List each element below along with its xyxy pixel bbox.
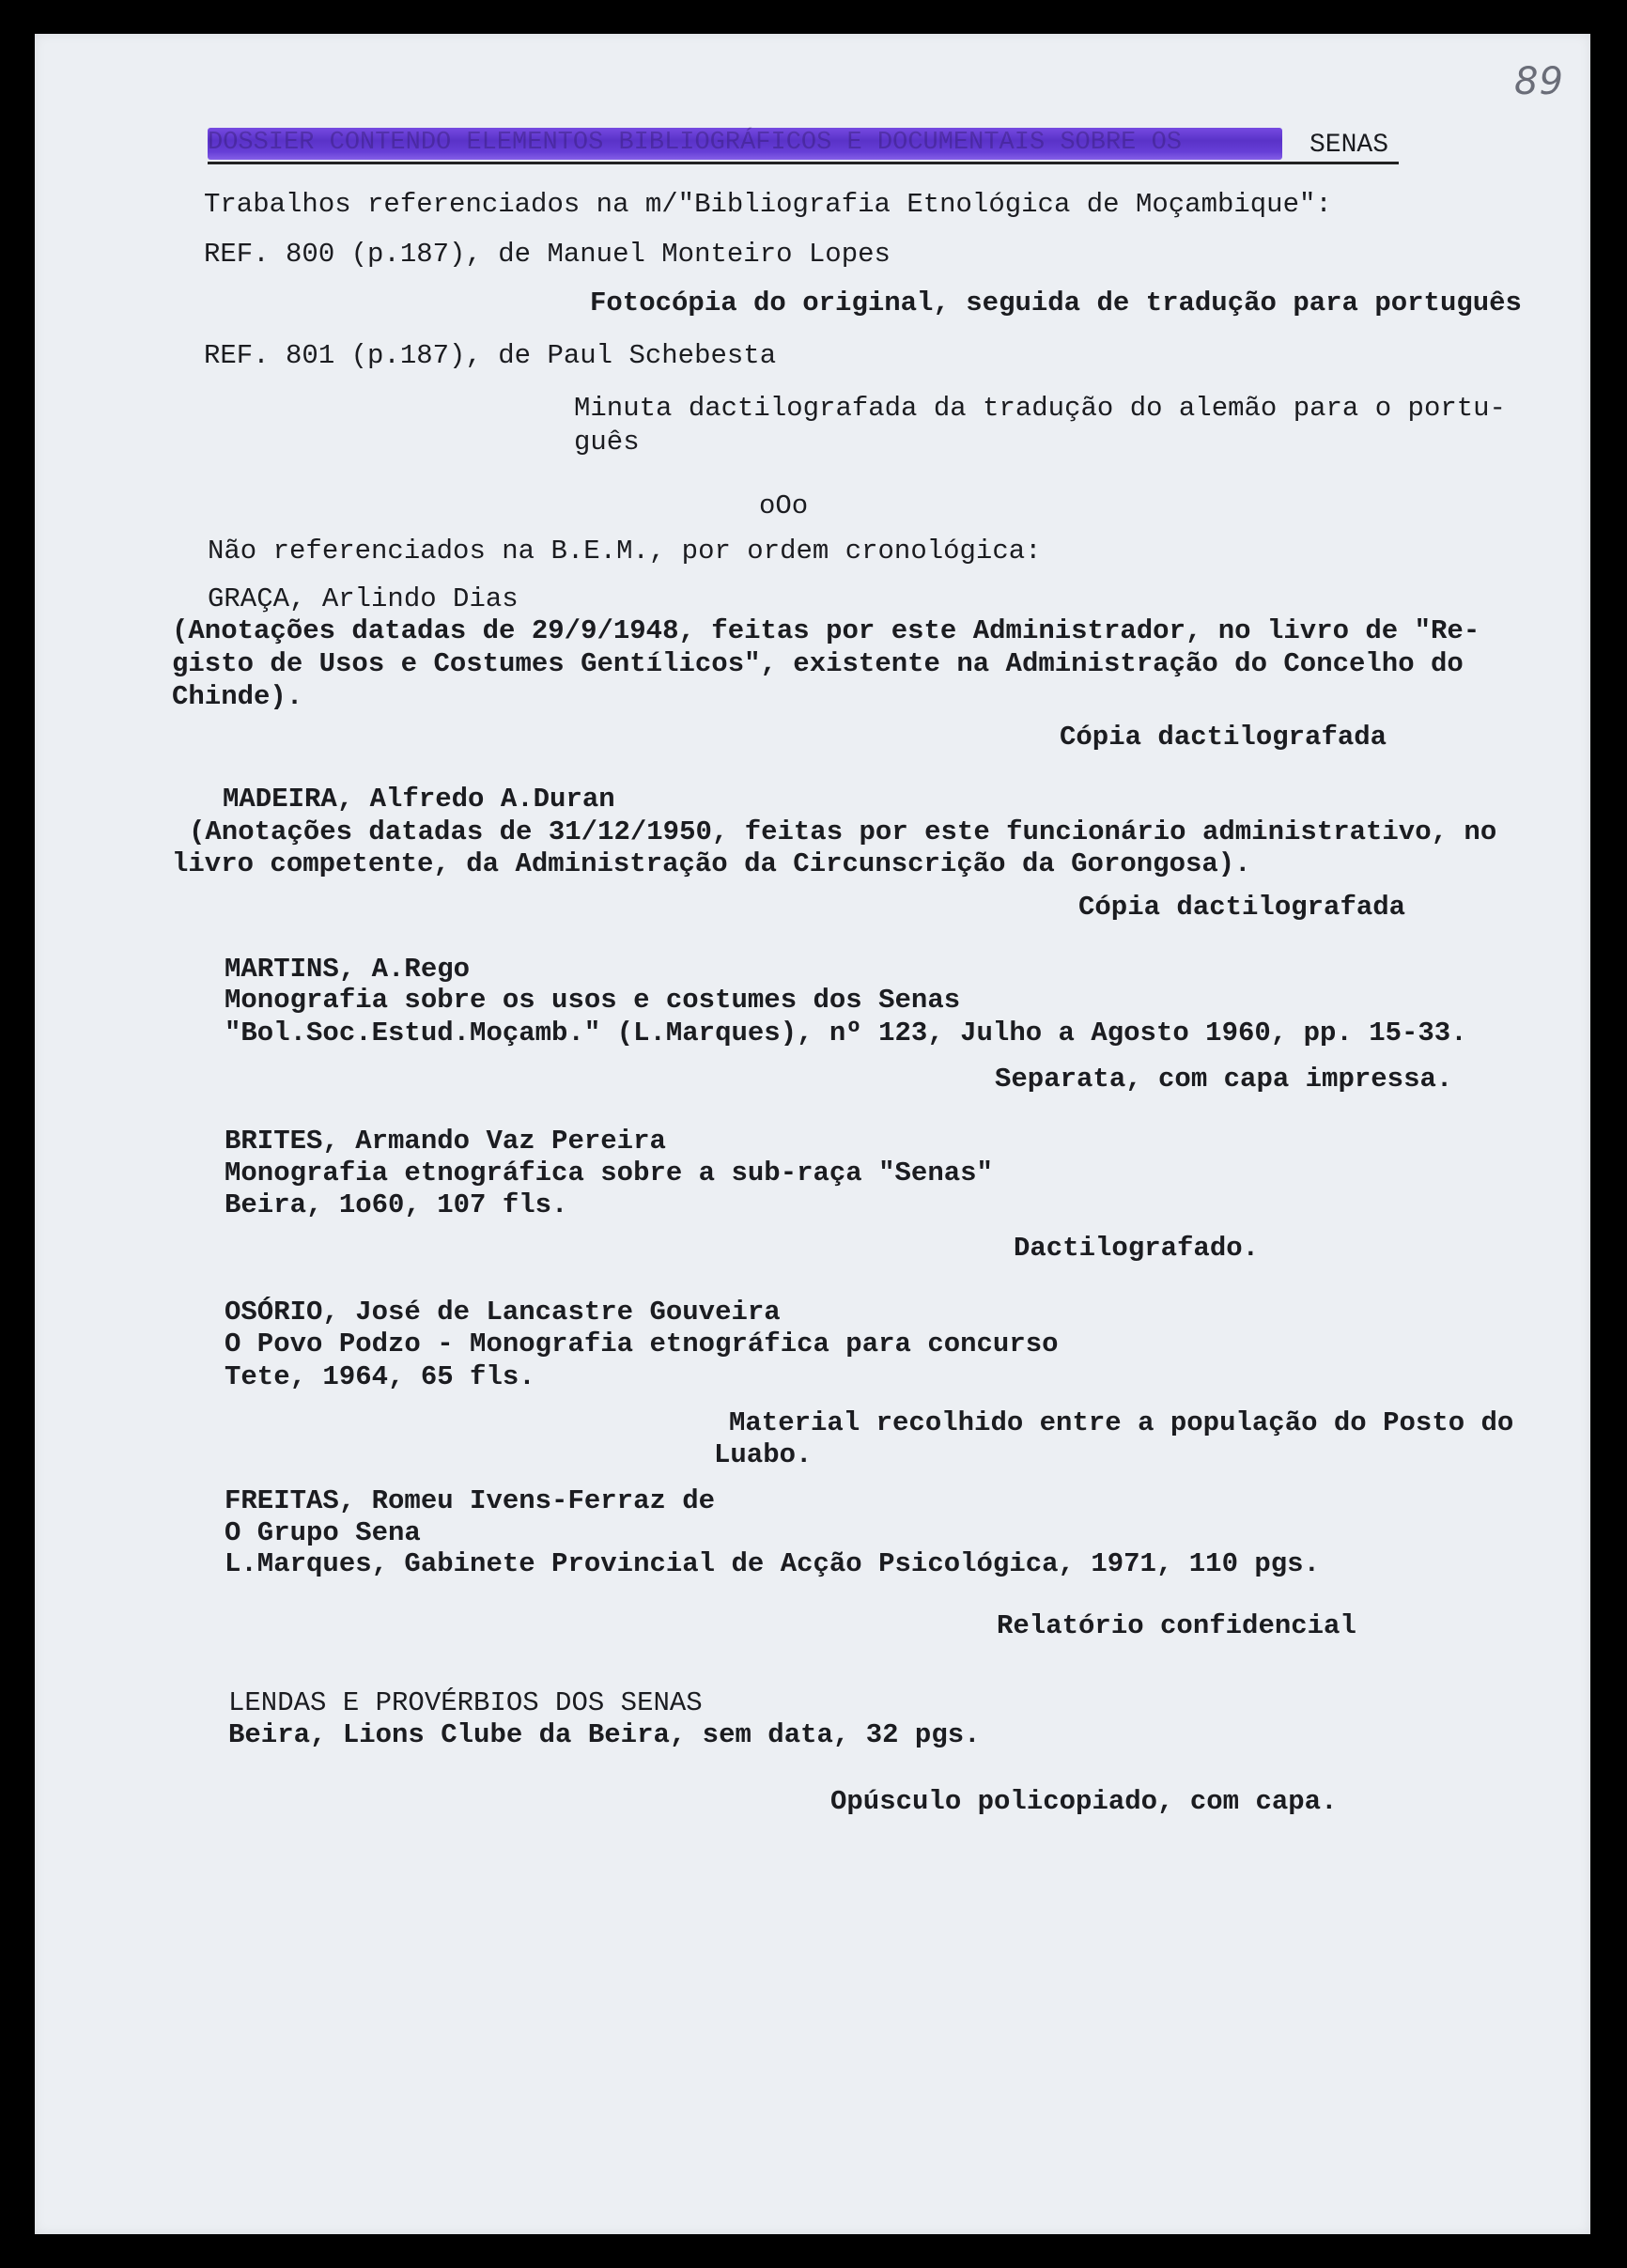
header-redacted-text: DOSSIER CONTENDO ELEMENTOS BIBLIOGRÁFICOS E DOCUMENTAIS SOBRE OS — [208, 129, 1182, 157]
entry-freitas-author: FREITAS, Romeu Ivens-Ferraz de — [225, 1485, 716, 1516]
not-referenced-heading: Não referenciados na B.E.M., por ordem cronológica: — [208, 536, 1042, 567]
entry-brites-line-1: Monografia etnográfica sobre a sub-raça "Senas" — [225, 1157, 993, 1188]
entry-freitas-line-2: L.Marques, Gabinete Provincial de Acção Psicológica, 1971, 110 pgs. — [225, 1548, 1320, 1579]
entry-martins-line-1: Monografia sobre os usos e costumes dos Senas — [225, 985, 961, 1016]
entry-osorio-note: Material recolhido entre a população do Posto do — [729, 1407, 1514, 1438]
entry-lendas-line-1: Beira, Lions Clube da Beira, sem data, 32 pgs. — [228, 1719, 981, 1750]
entry-lendas-title: LENDAS E PROVÉRBIOS DOS SENAS — [228, 1687, 703, 1718]
entry-osorio-line-2: Tete, 1964, 65 fls. — [225, 1361, 535, 1392]
entry-brites-author: BRITES, Armando Vaz Pereira — [225, 1126, 666, 1157]
entry-martins-line-2: "Bol.Soc.Estud.Moçamb." (L.Marques), nº 123, Julho a Agosto 1960, pp. 15-33. — [225, 1017, 1467, 1049]
entry-graca-line-2: gisto de Usos e Costumes Gentílicos", existente na Administração do Concelho do — [172, 648, 1464, 679]
entry-graca-author: GRAÇA, Arlindo Dias — [208, 583, 519, 614]
title-underline — [208, 162, 1399, 164]
separator: oOo — [759, 490, 809, 521]
entry-graca-line-3: Chinde). — [172, 681, 303, 712]
entry-graca-note: Cópia dactilografada — [1060, 722, 1387, 753]
entry-martins-author: MARTINS, A.Rego — [225, 954, 471, 985]
ref-801-line: REF. 801 (p.187), de Paul Schebesta — [204, 340, 777, 371]
entry-graca-line-1: (Anotações datadas de 29/9/1948, feitas por este Administrador, no livro de "Re- — [172, 615, 1480, 646]
entry-osorio-note-2: Luabo. — [714, 1439, 813, 1470]
entry-madeira-note: Cópia dactilografada — [1078, 892, 1406, 923]
page-number: 89 — [1514, 60, 1564, 103]
entry-madeira-author: MADEIRA, Alfredo A.Duran — [223, 784, 615, 815]
ref-800-line: REF. 800 (p.187), de Manuel Monteiro Lopes — [204, 239, 891, 270]
entry-freitas-note: Relatório confidencial — [997, 1610, 1356, 1641]
entry-osorio-line-1: O Povo Podzo - Monografia etnográfica para concurso — [225, 1328, 1059, 1359]
entry-madeira-line-1: (Anotações datadas de 31/12/1950, feitas por este funcionário administrativo, no — [189, 816, 1497, 847]
ref-800-note: Fotocópia do original, seguida de tradução para português — [590, 287, 1522, 318]
entry-martins-note: Separata, com capa impressa. — [995, 1064, 1453, 1095]
entry-brites-line-2: Beira, 1o60, 107 fls. — [225, 1189, 568, 1220]
intro-line: Trabalhos referenciados na m/"Bibliografia Etnológica de Moçambique": — [204, 189, 1332, 220]
entry-freitas-line-1: O Grupo Sena — [225, 1517, 421, 1548]
entry-brites-note: Dactilografado. — [1014, 1233, 1260, 1264]
entry-madeira-line-2: livro competente, da Administração da Circunscrição da Gorongosa). — [172, 848, 1251, 879]
ref-801-note-2: guês — [574, 427, 640, 458]
ref-801-note-1: Minuta dactilografada da tradução do alemão para o portu- — [574, 393, 1506, 424]
entry-osorio-author: OSÓRIO, José de Lancastre Gouveira — [225, 1297, 781, 1328]
header-title-tail: SENAS — [1309, 131, 1389, 160]
entry-lendas-note: Opúsculo policopiado, com capa. — [830, 1786, 1338, 1817]
